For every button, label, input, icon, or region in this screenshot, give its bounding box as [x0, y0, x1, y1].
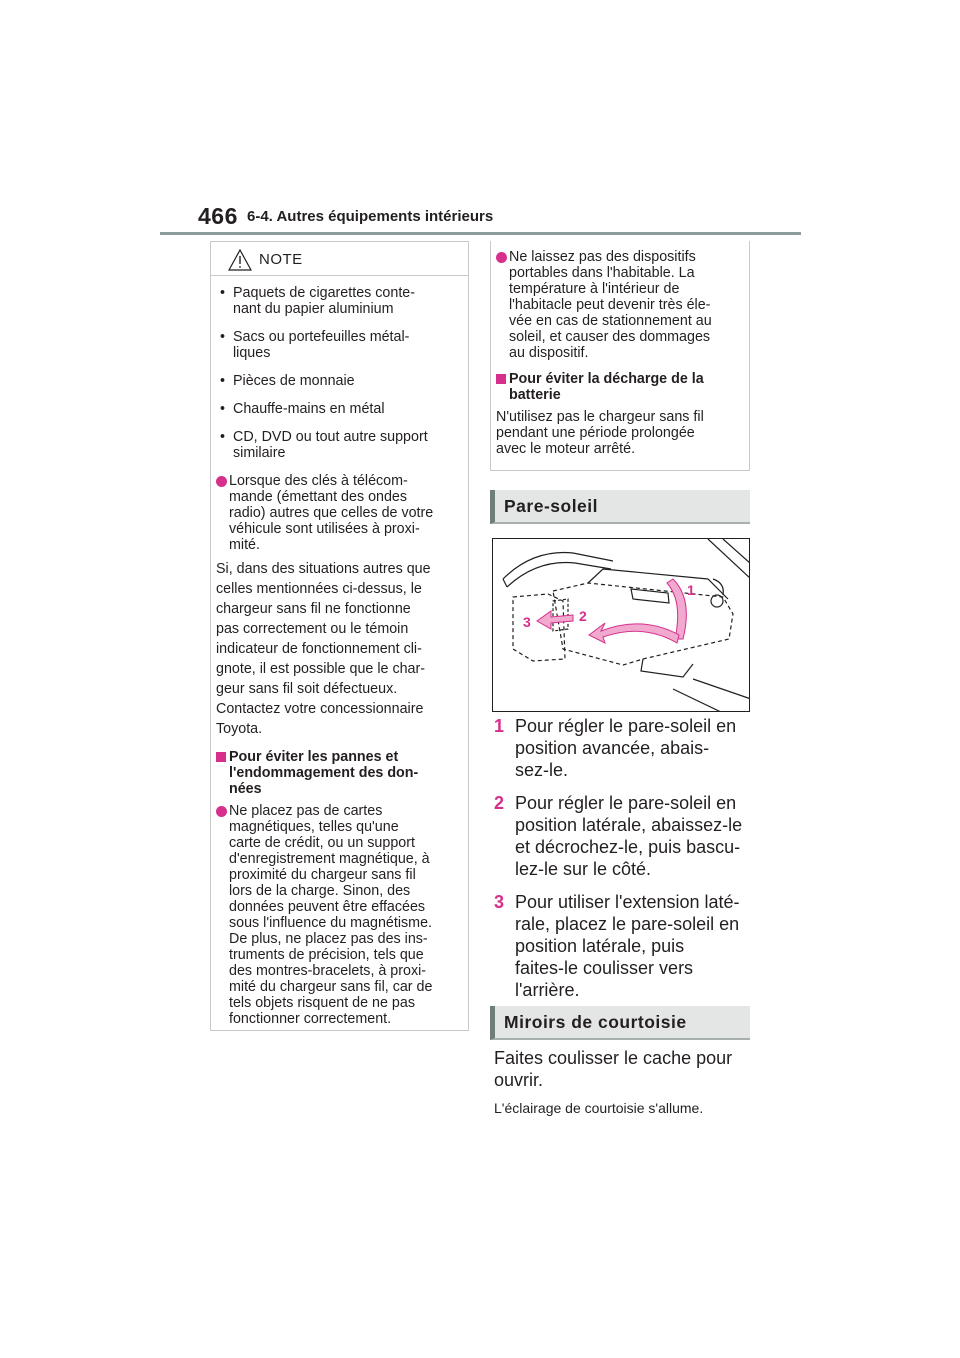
step-number: 2 [494, 793, 505, 813]
note-box-continued [490, 241, 750, 471]
circle-item: Ne laissez pas des dispositifs portables dans l'habitable. La température à l'intérieur de l'habitacle peut devenir très éle- vée en cas de stationnement au soleil, et causer des dommages au dispositif. [496, 249, 744, 361]
circle-bullet-icon [216, 476, 227, 487]
steps-list [492, 715, 754, 1012]
figure-label-1: 1 [687, 582, 695, 598]
step-item: 2 Pour régler le pare-soleil en position latérale, abaissez-le et décrochez-le, puis bascu- lez-le sur le côté. [494, 793, 743, 879]
step-number: 1 [494, 716, 505, 736]
note-title: NOTE [259, 251, 303, 268]
figure-label-3: 3 [523, 614, 531, 630]
note-paragraph: N'utilisez pas le chargeur sans fil pendant une période prolongée avec le moteur arrêté. [496, 409, 704, 457]
list-item: • Chauffe-mains en métal [220, 401, 385, 417]
heading-pare-soleil: Pare-soleil [490, 490, 750, 524]
circle-bullet-icon [216, 806, 227, 817]
figure-label-2: 2 [579, 608, 587, 624]
square-bullet-icon [496, 374, 506, 384]
note-paragraph: Si, dans des situations autres que celles mentionnées ci-dessus, le chargeur sans fil ne fonctionne pas correctement ou le témoin indicateur de fonctionnement cli- gnote, il est possible que le char- geur sans fil soit défectueux. Contactez votre concessionnaire Toyota. [216, 561, 431, 737]
page-number: 466 [198, 203, 238, 229]
miroirs-note: L'éclairage de courtoisie s'allume. [494, 1100, 704, 1116]
sub-heading: Pour éviter les pannes et l'endommagement des don- nées [216, 749, 463, 797]
list-item: • CD, DVD ou tout autre support similaire [220, 429, 428, 461]
list-item: • Pièces de monnaie [220, 373, 355, 389]
list-item: • Sacs ou portefeuilles métal- liques [220, 329, 410, 361]
section-title: 6-4. Autres équipements intérieurs [247, 208, 494, 225]
header-rule [160, 232, 801, 235]
step-item: 3 Pour utiliser l'extension laté- rale, placez le pare-soleil en position latérale, puis faites-le coulisser vers l'arrière. [494, 892, 740, 1000]
circle-item: Lorsque des clés à télécom- mande (émettant des ondes radio) autres que celles de votre véhicule sont utilisées à proxi- mité. [216, 473, 463, 553]
sub-heading: Pour éviter la décharge de la batterie [496, 371, 744, 403]
circle-bullet-icon [496, 252, 507, 263]
sun-visor-drawing [493, 539, 750, 712]
circle-item: Ne placez pas de cartes magnétiques, telles qu'une carte de crédit, ou un support d'enregistrement magnétique, à proximité du chargeur sans fil lors de la charge. Sinon, des données peuvent être effacées sous l'influence du magnétisme. De plus, ne placez pas des ins- truments de précision, tels que des montres-bracelets, à proxi- mité du chargeur sans fil, car de tels objets risquent de ne pas fonctionner correctement. [216, 803, 463, 1027]
heading-miroirs: Miroirs de courtoisie [490, 1006, 750, 1040]
sun-visor-illustration [492, 538, 750, 712]
step-item: 1 Pour régler le pare-soleil en position avancée, abais- sez-le. [494, 716, 737, 780]
square-bullet-icon [216, 752, 226, 762]
note-header [211, 242, 468, 276]
list-item: • Paquets de cigarettes conte- nant du papier aluminium [220, 285, 415, 317]
miroirs-body: Faites coulisser le cache pour ouvrir. [494, 1048, 733, 1090]
note-box [210, 241, 469, 1031]
step-number: 3 [494, 892, 505, 912]
warning-icon [228, 249, 252, 271]
